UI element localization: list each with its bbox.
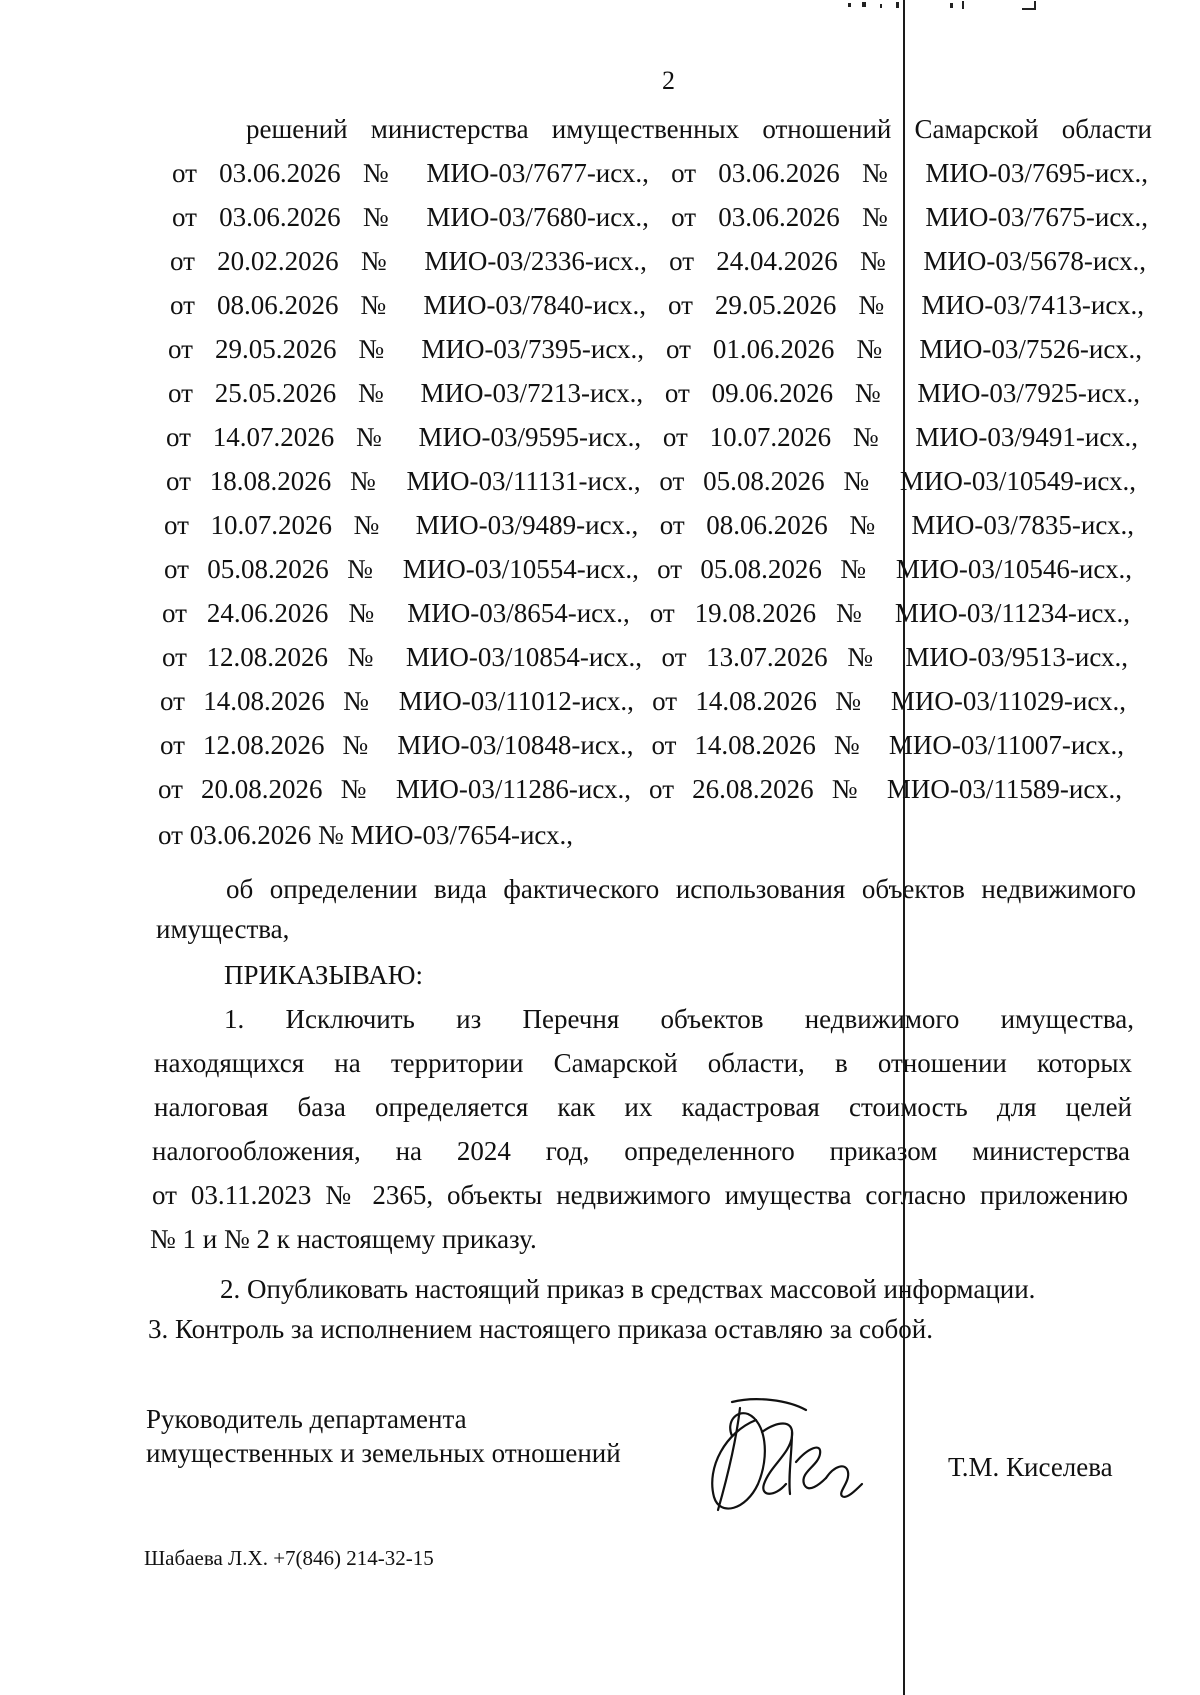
item1-line: налоговая база определяется как их кадастровая стоимость для целей xyxy=(154,1092,1132,1122)
decisions-line-last: от 03.06.2026 № МИО-03/7654-исх., xyxy=(158,820,574,850)
decisions-line: от 03.06.2026 № МИО-03/7680-исх., от 03.06.2026 № МИО-03/7675-исх., xyxy=(172,202,1148,232)
item1-line: налогообложения, на 2024 год, определенного приказом министерства xyxy=(152,1136,1130,1166)
item1-line-last: № 1 и № 2 к настоящему приказу. xyxy=(150,1224,537,1254)
item1-line: от 03.11.2023 № 2365, объекты недвижимого имущества согласно приложению xyxy=(152,1180,1128,1210)
decisions-line: от 05.08.2026 № МИО-03/10554-исх., от 05.08.2026 № МИО-03/10546-исх., xyxy=(164,554,1132,584)
decisions-line: от 18.08.2026 № МИО-03/11131-исх., от 05.08.2026 № МИО-03/10549-исх., xyxy=(166,466,1136,496)
handwritten-signature xyxy=(696,1392,866,1522)
decisions-line: от 20.02.2026 № МИО-03/2336-исх., от 24.04.2026 № МИО-03/5678-исх., xyxy=(170,246,1146,276)
signatory-title xyxy=(146,1402,621,1470)
decisions-line: от 10.07.2026 № МИО-03/9489-исх., от 08.06.2026 № МИО-03/7835-исх., xyxy=(164,510,1134,540)
decisions-line: от 12.08.2026 № МИО-03/10854-исх., от 13.07.2026 № МИО-03/9513-исх., xyxy=(162,642,1128,672)
executor-contact: Шабаева Л.Х. +7(846) 214-32-15 xyxy=(144,1546,434,1570)
decisions-line: от 24.06.2026 № МИО-03/8654-исх., от 19.08.2026 № МИО-03/11234-исх., xyxy=(162,598,1130,628)
signatory-title-line: Руководитель департамента xyxy=(146,1404,467,1434)
decisions-line: от 25.05.2026 № МИО-03/7213-исх., от 09.06.2026 № МИО-03/7925-исх., xyxy=(168,378,1140,408)
page-number: 2 xyxy=(662,66,675,95)
order-heading: ПРИКАЗЫВАЮ: xyxy=(224,960,423,990)
decisions-line: от 20.08.2026 № МИО-03/11286-исх., от 26.08.2026 № МИО-03/11589-исх., xyxy=(158,774,1122,804)
decisions-line: от 12.08.2026 № МИО-03/10848-исх., от 14.08.2026 № МИО-03/11007-исх., xyxy=(160,730,1124,760)
item1-line: находящихся на территории Самарской области, в отношении которых xyxy=(154,1048,1132,1078)
decisions-line: от 08.06.2026 № МИО-03/7840-исх., от 29.05.2026 № МИО-03/7413-исх., xyxy=(170,290,1144,320)
decisions-line: решений министерства имущественных отношений Самарской области xyxy=(246,114,1152,144)
scan-artifact-marks xyxy=(838,0,1058,12)
decisions-line: от 29.05.2026 № МИО-03/7395-исх., от 01.06.2026 № МИО-03/7526-исх., xyxy=(168,334,1142,364)
decisions-line: от 14.08.2026 № МИО-03/11012-исх., от 14.08.2026 № МИО-03/11029-исх., xyxy=(160,686,1126,716)
item2: 2. Опубликовать настоящий приказ в средствах массовой информации. xyxy=(220,1274,1036,1304)
item1-line: 1. Исключить из Перечня объектов недвижимого имущества, xyxy=(224,1004,1134,1034)
decisions-line: от 14.07.2026 № МИО-03/9595-исх., от 10.07.2026 № МИО-03/9491-исх., xyxy=(166,422,1138,452)
purpose-line: об определении вида фактического использования объектов недвижимого xyxy=(226,874,1136,904)
purpose-line: имущества, xyxy=(156,914,290,944)
signatory-name: Т.М. Киселева xyxy=(948,1452,1113,1482)
signatory-title-line: имущественных и земельных отношений xyxy=(146,1438,621,1468)
decisions-line: от 03.06.2026 № МИО-03/7677-исх., от 03.06.2026 № МИО-03/7695-исх., xyxy=(172,158,1148,188)
item3: 3. Контроль за исполнением настоящего приказа оставляю за собой. xyxy=(148,1314,933,1344)
